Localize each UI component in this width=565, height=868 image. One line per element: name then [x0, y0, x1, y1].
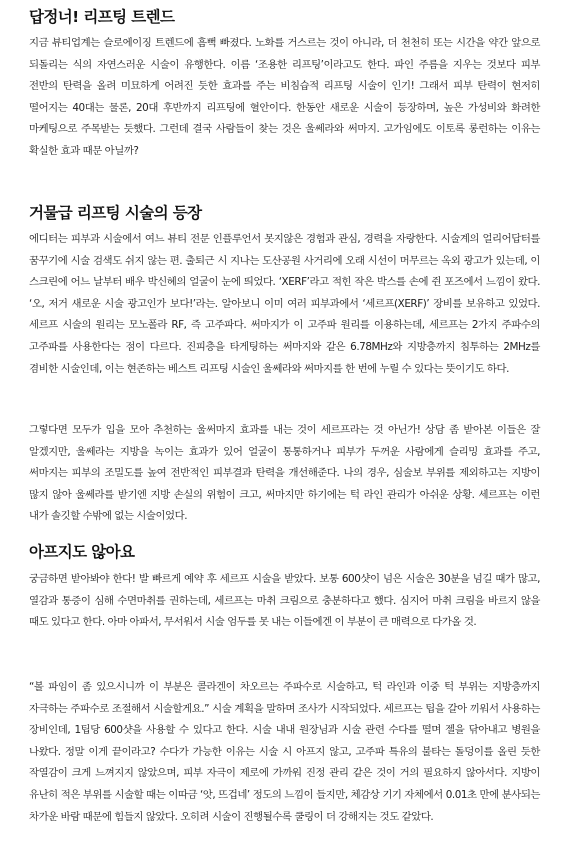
section-paragraph: 에디터는 피부과 시술에서 여느 뷰티 전문 인플루언서 못지않은 경험과 관심, 경력을 자랑한다. 시술계의 얼리어답터를 꿈꾸기에 시술 검색도 쉬지 않는 편. 출퇴근 시 지나는 도산공원 사거리에 오래 시선이 머무르는 옥외 광고가 있는데, 이 스크린에 어느 날부터 배우 박신혜의 얼굴이 눈에 띄었다. ‘XERF’라고 적힌 작은 박스를 손에 쥔 포즈에서 느낌이 왔다. ‘오, 저거 새로운 시술 광고인가 보다!’라는. 알아보니 이미 여러 피부과에서 ‘세르프(XERF)’ 장비를 보유하고 있었다. 세르프 시술의 원리는 모노폴라 RF, 즉 고주파다. 써마지가 이 고주파 원리를 이용하는데, 세르프는 2가지 주파수의 고주파를 사용한다는 점이 다르다. 진피층을 타게팅하는 써마지와 같은 6.78MHz와 지방층까지 침투하는 2MHz를 겸비한 시술인데, 이는 현존하는 베스트 리프팅 시술인 울쎄라와 써마지를 한 번에 누릴 수 있다는 뜻이기도 하다.	[29, 233, 540, 375]
section-paragraph: 그렇다면 모두가 입을 모아 추천하는 울써마지 효과를 내는 것이 세르프라는 것 아닌가! 상담 좀 받아본 이들은 잘 알겠지만, 울쎄라는 지방을 녹이는 효과가 있어 얼굴이 통통하거나 피부가 두꺼운 사람에게 슬리밍 효과를 주고, 써마지는 피부의 조밀도를 높여 전반적인 피부결과 탄력을 개선해준다. 나의 경우, 심술보 부위를 제외하고는 지방이 많지 않아 울쎄라를 받기엔 지방 손실의 위험이 크고, 써마지만 하기에는 턱 라인 관리가 아쉬운 상황. 세르프는 이런 내가 솔깃할 수밖에 없는 시술이었다.	[29, 424, 540, 523]
section-title-lifting-trend: 답정너! 리프팅 트렌드	[29, 8, 175, 26]
section-paragraph: 궁금하면 받아봐야 한다! 발 빠르게 예약 후 세르프 시술을 받았다. 보통 600샷이 넘은 시술은 30분을 넘길 때가 많고, 열감과 통증이 심해 수면마취를 권하는데, 세르프는 마취 크림으로 충분하다고 했다. 심지어 마취 크림을 바르지 않을 때도 있다고 한다. 아마 아파서, 무서워서 시술 엄두를 못 내는 이들에겐 이 부분이 큰 매력으로 다가올 것.	[29, 573, 540, 629]
section-paragraph: 지금 뷰티업계는 슬로에이징 트렌드에 흠뻑 빠졌다. 노화를 거스르는 것이 아니라, 더 천천히 또는 시간을 약간 앞으로 되돌리는 식의 자연스러운 시술이 유행한다. 이름 ‘조용한 리프팅’이라고도 한다. 파인 주름을 지우는 것보다 피부 전반의 탄력을 올려 미묘하게 어려진 듯한 효과를 주는 비침습적 리프팅 시술이 인기! 그래서 피부 탄력이 현저히 떨어지는 40대는 물론, 20대 후반까지 리프팅에 혈안이다. 한동안 새로운 시술이 등장하며, 높은 가성비와 화려한 마케팅으로 주목받는 듯했다. 그런데 결국 사람들이 찾는 것은 울쎄라와 써마지. 고가임에도 이토록 롱런하는 이유는 확실한 효과 때문 아닐까?	[29, 37, 540, 157]
section-title-painless: 아프지도 않아요	[29, 543, 135, 561]
section-title-xerf-arrival: 거물급 리프팅 시술의 등장	[29, 204, 202, 222]
section-paragraph: “볼 파임이 좀 있으시니까 이 부분은 콜라겐이 차오르는 주파수로 시술하고, 턱 라인과 이중 턱 부위는 지방층까지 자극하는 주파수로 조절해서 시술할게요.” 시술 계획을 말하며 조사가 시작되었다. 세르프는 팁을 갈아 끼워서 사용하는 장비인데, 1팁당 600샷을 사용할 수 있다고 한다. 시술 내내 원장님과 시술 관련 수다를 떨며 젤을 닦아내고 병원을 나왔다. 정말 이게 끝이라고? 수다가 가능한 이유는 시술 시 아프지 않고, 고주파 특유의 불타는 돌덩이를 올린 듯한 작열감이 크게 느껴지지 않았으며, 피부 자극이 제로에 가까워 진정 관리 같은 것이 거의 필요하지 않아서다. 지방이 유난히 적은 부위를 시술할 때는 이따금 ‘앗, 뜨겁네’ 정도의 느낌이 들지만, 체감상 기기 자체에서 0.01초 만에 분사되는 차가운 바람 때문에 힘들지 않았다. 오히려 시술이 진행될수록 쿨링이 더 강해지는 것도 같았다.	[29, 681, 540, 823]
